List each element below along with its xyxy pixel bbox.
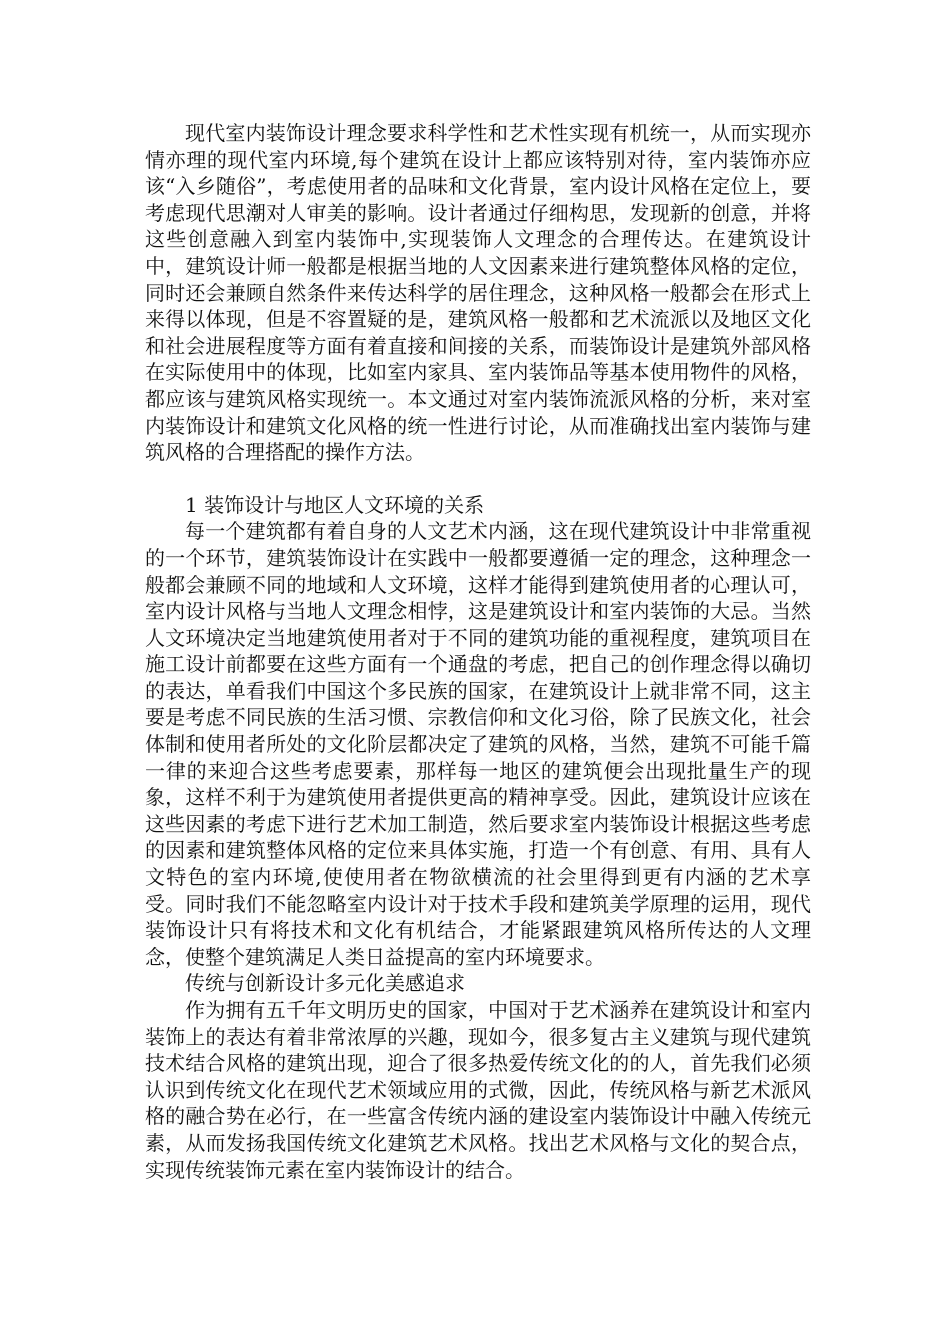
document-page	[145, 120, 811, 1183]
paragraph-gap	[145, 466, 811, 492]
section-1-paragraph: 每一个建筑都有着自身的人文艺术内涵，这在现代建筑设计中非常重视的一个环节，建筑装饰设计在实践中一般都要遵循一定的理念，这种理念一般都会兼顾不同的地域和人文环境，这样才能得到建筑使用者的心理认可，室内设计风格与当地人文理念相悖，这是建筑设计和室内装饰的大忌。当然人文环境决定当地建筑使用者对于不同的建筑功能的重视程度，建筑项目在施工设计前都要在这些方面有一个通盘的考虑，把自己的创作理念得以确切的表达，单看我们中国这个多民族的国家，在建筑设计上就非常不同，这主要是考虑不同民族的生活习惯、宗教信仰和文化习俗，除了民族文化，社会体制和使用者所处的文化阶层都决定了建筑的风格，当然，建筑不可能千篇一律的来迎合这些考虑要素，那样每一地区的建筑便会出现批量生产的现象，这样不利于为建筑使用者提供更高的精神享受。因此，建筑设计应该在这些因素的考虑下进行艺术加工制造，然后要求室内装饰设计根据这些考虑的因素和建筑整体风格的定位来具体实施，打造一个有创意、有用、具有人文特色的室内环境,使使用者在物欲横流的社会里得到更有内涵的艺术享受。同时我们不能忽略室内设计对于技术手段和建筑美学原理的运用，现代装饰设计只有将技术和文化有机结合，才能紧跟建筑风格所传达的人文理念，使整个建筑满足人类日益提高的室内环境要求。	[145, 519, 811, 969]
intro-paragraph: 现代室内装饰设计理念要求科学性和艺术性实现有机统一，从而实现亦情亦理的现代室内环境,每个建筑在设计上都应该特别对待，室内装饰亦应该“入乡随俗”，考虑使用者的品味和文化背景，室内设计风格在定位上，要考虑现代思潮对人审美的影响。设计者通过仔细构思，发现新的创意，并将这些创意融入到室内装饰中,实现装饰人文理念的合理传达。在建筑设计中，建筑设计师一般都是根据当地的人文因素来进行建筑整体风格的定位，同时还会兼顾自然条件来传达科学的居住理念，这种风格一般都会在形式上来得以体现，但是不容置疑的是，建筑风格一般都和艺术流派以及地区文化和社会进展程度等方面有着直接和间接的关系，而装饰设计是建筑外部风格在实际使用中的体现，比如室内家具、室内装饰品等基本使用物件的风格，都应该与建筑风格实现统一。本文通过对室内装饰流派风格的分析，来对室内装饰设计和建筑文化风格的统一性进行讨论，从而准确找出室内装饰与建筑风格的合理搭配的操作方法。	[145, 121, 811, 465]
section-1-heading: 1 装饰设计与地区人文环境的关系	[185, 492, 485, 517]
section-2-paragraph: 作为拥有五千年文明历史的国家，中国对于艺术涵养在建筑设计和室内装饰上的表达有着非常浓厚的兴趣，现如今，很多复古主义建筑与现代建筑技术结合风格的建筑出现，迎合了很多热爱传统文化的的人，首先我们必须认识到传统文化在现代艺术领域应用的式微，因此，传统风格与新艺术派风格的融合势在必行，在一些富含传统内涵的建设室内装饰设计中融入传统元素，从而发扬我国传统文化建筑艺术风格。找出艺术风格与文化的契合点，实现传统装饰元素在室内装饰设计的结合。	[145, 998, 811, 1182]
section-2-heading: 传统与创新设计多元化美感追求	[185, 971, 465, 996]
